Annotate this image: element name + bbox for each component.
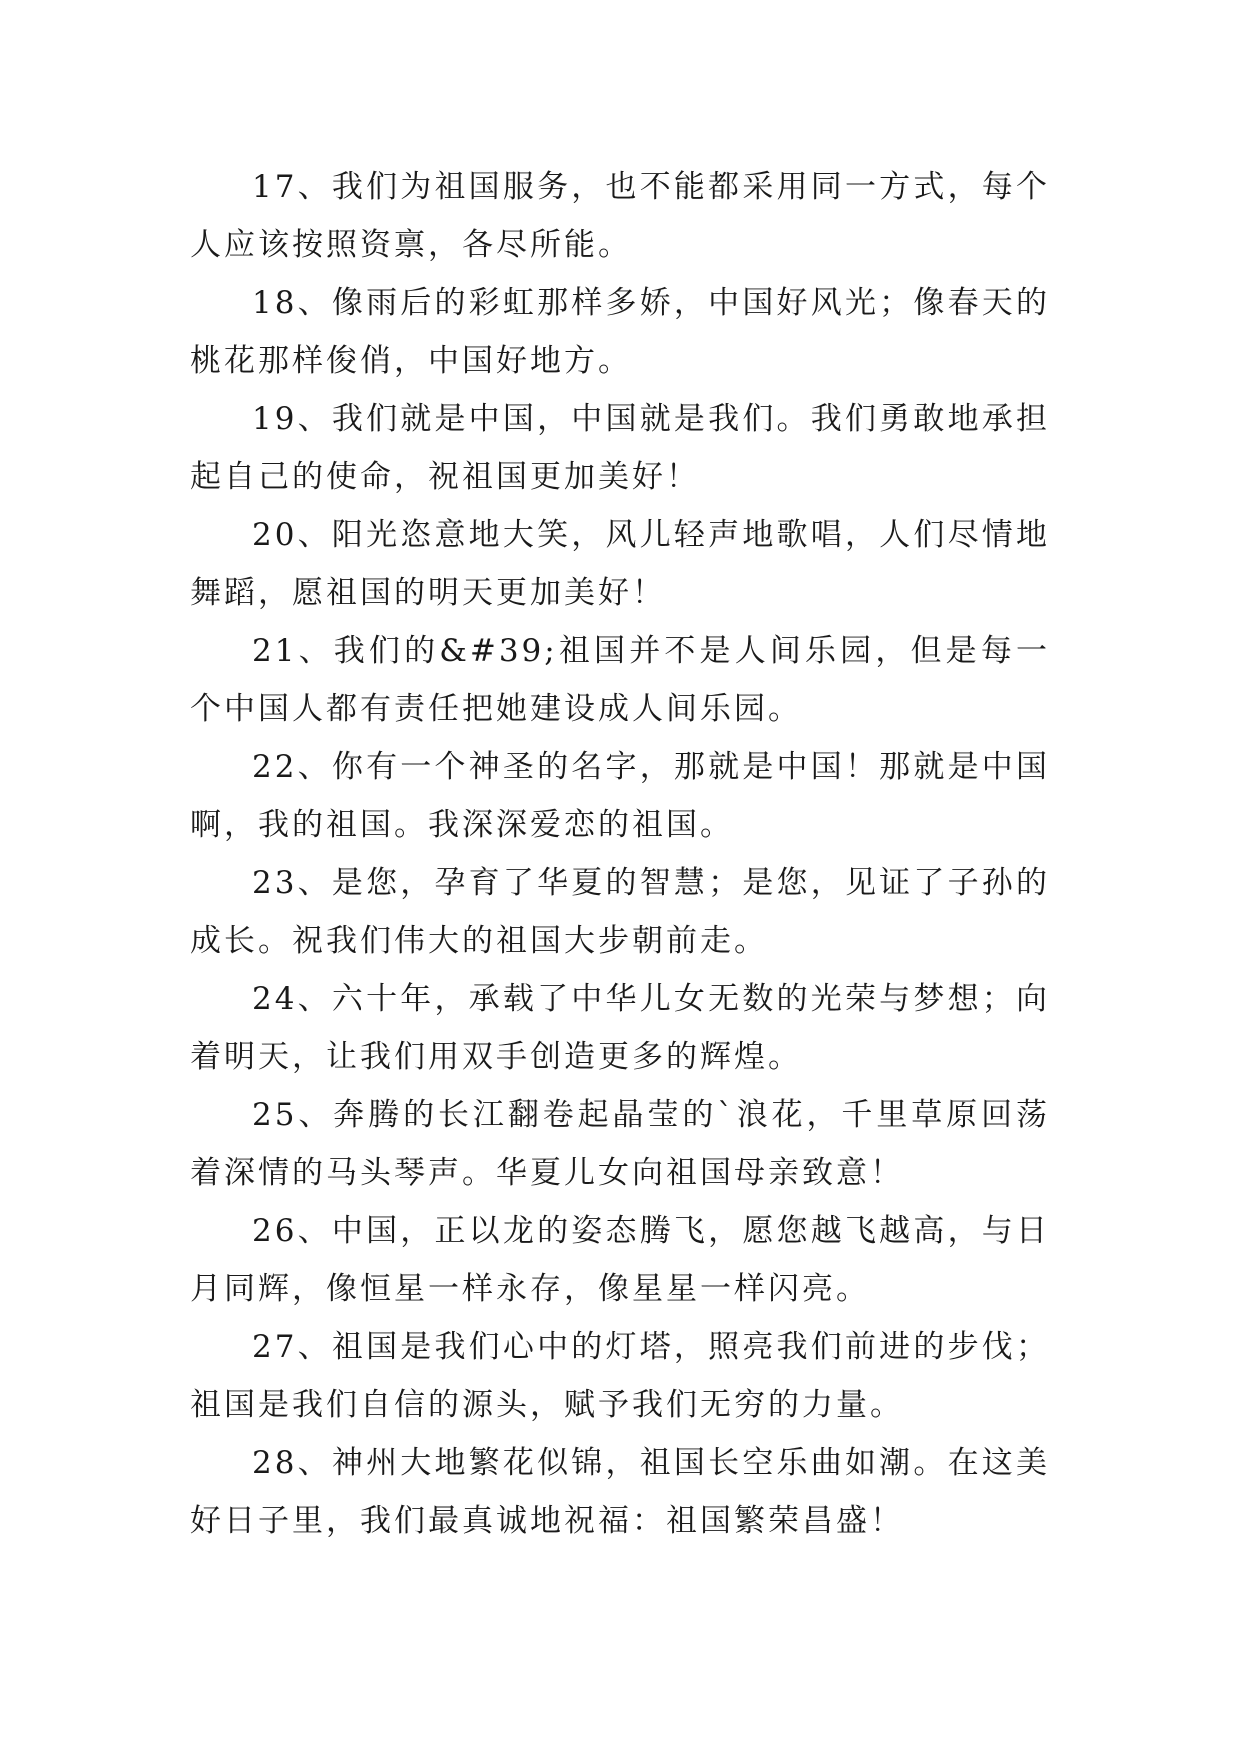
paragraph-24: 24、六十年，承载了中华儿女无数的光荣与梦想；向着明天，让我们用双手创造更多的辉煌。 bbox=[190, 981, 1050, 1075]
paragraph-23: 23、是您，孕育了华夏的智慧；是您，见证了子孙的成长。祝我们伟大的祖国大步朝前走。 bbox=[190, 865, 1050, 959]
document-body bbox=[190, 158, 1050, 1550]
paragraph-25: 25、奔腾的长江翻卷起晶莹的`浪花，千里草原回荡着深情的马头琴声。华夏儿女向祖国母亲致意！ bbox=[190, 1097, 1050, 1191]
paragraph-27: 27、祖国是我们心中的灯塔，照亮我们前进的步伐；祖国是我们自信的源头，赋予我们无穷的力量。 bbox=[190, 1329, 1050, 1423]
paragraph-18: 18、像雨后的彩虹那样多娇，中国好风光；像春天的桃花那样俊俏，中国好地方。 bbox=[190, 285, 1050, 379]
paragraph-21: 21、我们的&#39;祖国并不是人间乐园，但是每一个中国人都有责任把她建设成人间乐园。 bbox=[190, 633, 1050, 727]
paragraph-17: 17、我们为祖国服务，也不能都采用同一方式，每个人应该按照资禀，各尽所能。 bbox=[190, 169, 1050, 263]
paragraph-22: 22、你有一个神圣的名字，那就是中国！那就是中国啊，我的祖国。我深深爱恋的祖国。 bbox=[190, 749, 1050, 843]
paragraph-20: 20、阳光恣意地大笑，风儿轻声地歌唱，人们尽情地舞蹈，愿祖国的明天更加美好！ bbox=[190, 517, 1050, 611]
paragraph-26: 26、中国，正以龙的姿态腾飞，愿您越飞越高，与日月同辉，像恒星一样永存，像星星一样闪亮。 bbox=[190, 1213, 1050, 1307]
paragraph-19: 19、我们就是中国，中国就是我们。我们勇敢地承担起自己的使命，祝祖国更加美好！ bbox=[190, 401, 1050, 495]
paragraph-28: 28、神州大地繁花似锦，祖国长空乐曲如潮。在这美好日子里，我们最真诚地祝福：祖国繁荣昌盛！ bbox=[190, 1445, 1050, 1539]
